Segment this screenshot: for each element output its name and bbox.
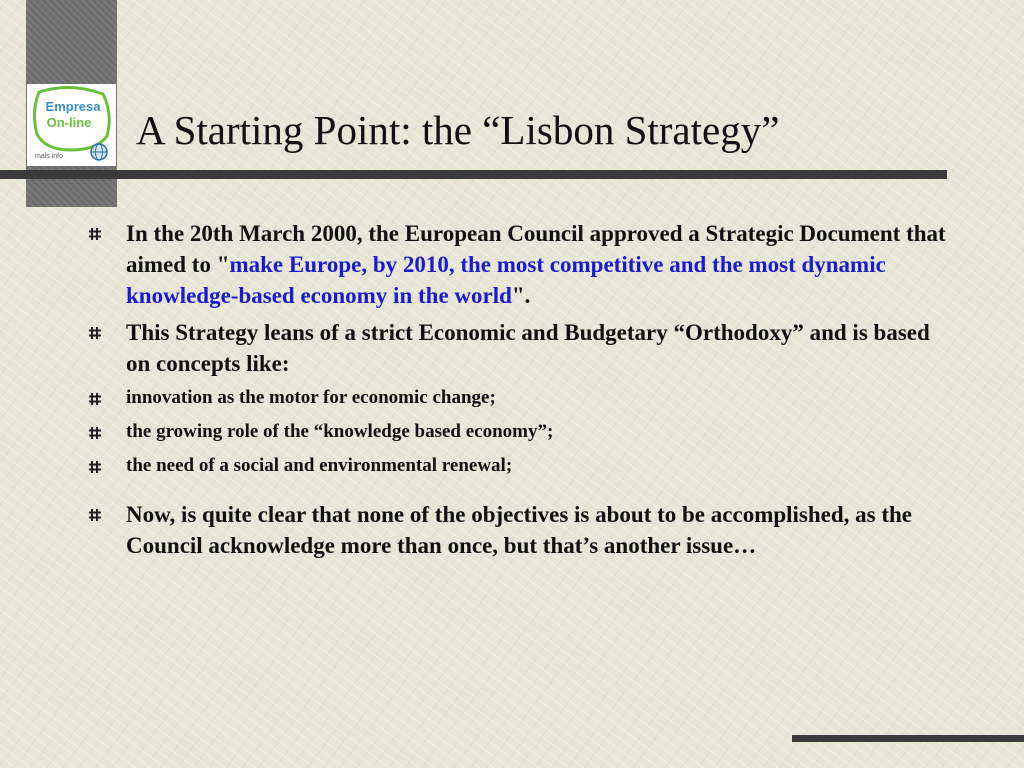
bullet-item-lisbon-approval: [88, 218, 958, 311]
logo-line1: Empresa: [45, 99, 101, 114]
highlighted-quote: make Europe, by 2010, the most competitive and the most dynamic knowledge-based economy in the world: [126, 252, 886, 308]
bullet-list: [88, 218, 958, 567]
bullet-text-pre: In the 20th March 2000, the European Council approved a Strategic Document that aimed to ": [126, 221, 946, 277]
hash-bullet-icon: [88, 508, 102, 522]
hash-bullet-icon: [88, 460, 102, 474]
bullet-text-post: ".: [511, 283, 531, 308]
title-rule: [0, 170, 947, 179]
logo-line2: On-line: [46, 115, 92, 130]
globe-icon: [91, 144, 107, 160]
slide-title: A Starting Point: the “Lisbon Strategy”: [136, 107, 780, 153]
bullet-text: innovation as the motor for economic change;: [126, 387, 496, 408]
logo-graphic: [27, 84, 116, 166]
hash-bullet-icon: [88, 227, 102, 241]
bullet-item-conclusion: [88, 499, 958, 561]
logo-tagline: mais info: [35, 153, 64, 160]
hash-bullet-icon: [88, 426, 102, 440]
bullet-item-knowledge-economy: [88, 419, 958, 445]
hash-bullet-icon: [88, 392, 102, 406]
bottom-rule: [792, 735, 1024, 742]
hash-bullet-icon: [88, 326, 102, 340]
bullet-item-orthodoxy: [88, 317, 958, 379]
empresa-online-logo: [27, 84, 116, 166]
bullet-text: the need of a social and environmental renewal;: [126, 455, 513, 476]
bullet-text: the growing role of the “knowledge based economy”;: [126, 421, 554, 442]
bullet-text: This Strategy leans of a strict Economic and Budgetary “Orthodoxy” and is based on concepts like:: [126, 320, 930, 376]
bullet-text: Now, is quite clear that none of the objectives is about to be accomplished, as the Council acknowledge more than once, but that’s another issue…: [126, 502, 913, 558]
bullet-item-renewal: [88, 453, 958, 479]
bullet-item-innovation: [88, 385, 958, 411]
